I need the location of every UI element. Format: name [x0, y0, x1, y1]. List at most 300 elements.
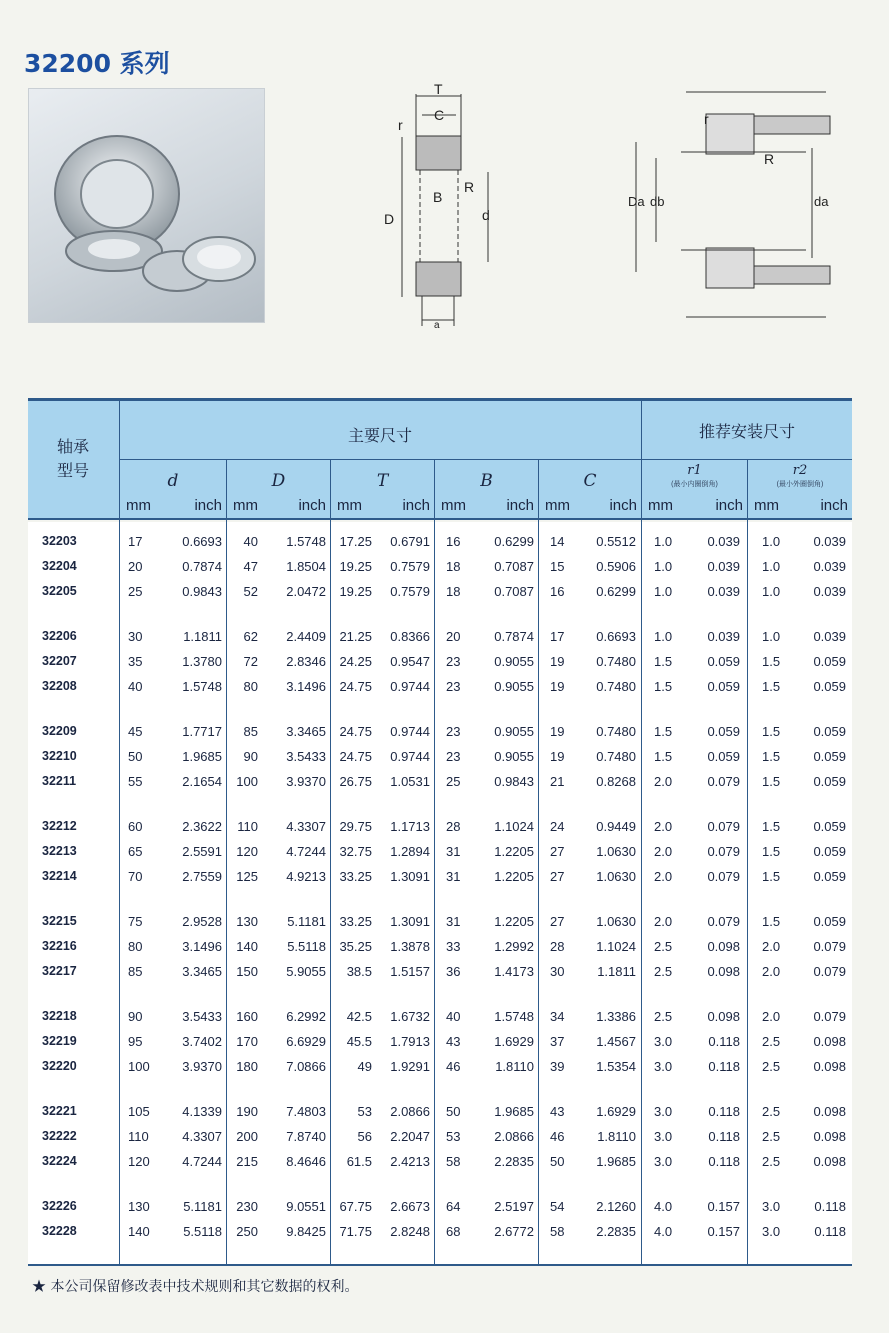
table-cell: 2.4409 — [286, 629, 326, 644]
table-cell: 3.0 — [654, 1154, 673, 1169]
table-cell: 3.0 — [654, 1129, 673, 1144]
table-cell: 0.079 — [813, 939, 846, 954]
table-cell: 46 — [446, 1059, 461, 1074]
table-cell: 0.059 — [813, 724, 846, 739]
table-cell: 1.1811 — [183, 629, 222, 644]
dim-label-C: C — [434, 107, 445, 123]
table-row — [28, 960, 852, 985]
table-cell: 17 — [128, 534, 143, 549]
table-cell: 1.5354 — [596, 1059, 636, 1074]
table-cell: 0.059 — [813, 844, 846, 859]
table-cell: 80 — [243, 679, 258, 694]
table-cell: 75 — [128, 914, 143, 929]
unit-mm: mm — [126, 497, 151, 514]
table-cell: 0.9055 — [494, 749, 534, 764]
table-cell: 125 — [236, 869, 258, 884]
table-cell: 1.5748 — [182, 679, 222, 694]
table-cell: 0.9843 — [182, 584, 222, 599]
table-cell: 50 — [128, 749, 143, 764]
unit-mm: mm — [441, 497, 466, 514]
table-cell: 2.5 — [762, 1034, 781, 1049]
table-cell: 39 — [550, 1059, 565, 1074]
table-cell: 17.25 — [339, 534, 372, 549]
table-cell: 1.0 — [762, 629, 781, 644]
table-cell: 2.5591 — [182, 844, 222, 859]
table-cell: 23 — [446, 654, 461, 669]
table-cell: 40 — [128, 679, 143, 694]
table-cell: 2.2835 — [494, 1154, 534, 1169]
header-C: C — [583, 471, 597, 491]
table-cell: 24.75 — [339, 679, 372, 694]
table-cell: 3.3465 — [286, 724, 326, 739]
table-cell: 1.2894 — [390, 844, 430, 859]
table-cell: 0.6693 — [182, 534, 222, 549]
table-cell: 1.2205 — [494, 844, 534, 859]
bearing-cross-section-diagram — [378, 82, 508, 334]
table-cell: 130 — [128, 1199, 150, 1214]
table-cell: 1.5748 — [286, 534, 326, 549]
table-cell: 0.9744 — [390, 724, 430, 739]
table-cell: 1.2205 — [494, 869, 534, 884]
table-cell: 0.039 — [707, 559, 740, 574]
bearing-spec-table — [28, 398, 852, 1268]
table-cell: 1.5748 — [494, 1009, 534, 1024]
table-cell: 0.118 — [708, 1104, 740, 1119]
table-cell: 0.7480 — [596, 724, 636, 739]
bearing-model: 32216 — [42, 939, 77, 953]
table-cell: 1.9685 — [494, 1104, 534, 1119]
table-cell: 5.5118 — [287, 939, 326, 954]
table-row — [28, 1150, 852, 1175]
table-cell: 27 — [550, 844, 565, 859]
table-cell: 0.039 — [707, 534, 740, 549]
table-cell: 40 — [446, 1009, 461, 1024]
table-cell: 0.079 — [707, 914, 740, 929]
header-r1: r1 — [687, 463, 702, 478]
table-cell: 0.059 — [813, 749, 846, 764]
table-cell: 170 — [236, 1034, 258, 1049]
table-cell: 1.5 — [762, 914, 781, 929]
bearing-model: 32210 — [42, 749, 77, 763]
table-cell: 38.5 — [346, 964, 372, 979]
table-cell: 0.098 — [707, 964, 740, 979]
table-cell: 27 — [550, 869, 565, 884]
table-cell: 0.059 — [707, 724, 740, 739]
table-cell: 0.039 — [813, 559, 846, 574]
table-cell: 110 — [237, 819, 258, 834]
table-cell: 1.6929 — [596, 1104, 636, 1119]
header-r1-note: (最小内圈倒角) — [671, 481, 718, 488]
table-cell: 2.6673 — [390, 1199, 430, 1214]
table-cell: 0.8366 — [390, 629, 430, 644]
table-cell: 37 — [550, 1034, 565, 1049]
table-cell: 2.5 — [762, 1129, 781, 1144]
table-cell: 67.75 — [339, 1199, 372, 1214]
header-B: B — [480, 471, 493, 491]
table-cell: 24.75 — [339, 749, 372, 764]
table-cell: 21 — [550, 774, 565, 789]
unit-inch: inch — [820, 497, 848, 514]
table-cell: 100 — [236, 774, 258, 789]
table-cell: 16 — [550, 584, 565, 599]
table-cell: 3.0 — [762, 1224, 781, 1239]
table-row — [28, 1055, 852, 1080]
table-cell: 5.1181 — [287, 914, 326, 929]
bearing-model: 32209 — [42, 724, 77, 738]
table-cell: 28 — [550, 939, 565, 954]
table-cell: 16 — [446, 534, 461, 549]
bearing-model: 32208 — [42, 679, 77, 693]
table-cell: 6.2992 — [286, 1009, 326, 1024]
table-cell: 2.0472 — [286, 584, 326, 599]
table-row — [28, 1030, 852, 1055]
table-cell: 0.039 — [813, 629, 846, 644]
dim-label-d: d — [482, 207, 490, 223]
table-cell: 60 — [128, 819, 143, 834]
table-cell: 1.0630 — [596, 844, 636, 859]
table-cell: 95 — [128, 1034, 143, 1049]
table-cell: 0.118 — [708, 1154, 740, 1169]
table-cell: 150 — [236, 964, 258, 979]
table-cell: 1.5 — [762, 654, 781, 669]
table-cell: 36 — [446, 964, 461, 979]
table-cell: 1.0630 — [596, 869, 636, 884]
table-cell: 31 — [446, 869, 461, 884]
table-row — [28, 650, 852, 675]
dim-label-B: B — [433, 189, 443, 205]
table-row — [28, 625, 852, 650]
table-cell: 2.0 — [654, 844, 673, 859]
table-cell: 80 — [128, 939, 143, 954]
bearing-model: 32213 — [42, 844, 77, 858]
table-cell: 1.7717 — [182, 724, 222, 739]
table-cell: 2.0 — [762, 939, 781, 954]
unit-inch: inch — [402, 497, 430, 514]
table-cell: 0.079 — [707, 774, 740, 789]
table-cell: 58 — [550, 1224, 565, 1239]
table-cell: 43 — [446, 1034, 461, 1049]
bearing-model: 32204 — [42, 559, 77, 573]
header-d: d — [167, 471, 179, 491]
table-cell: 29.75 — [339, 819, 372, 834]
table-cell: 45.5 — [346, 1034, 372, 1049]
table-cell: 24.25 — [339, 654, 372, 669]
header-model-line1: 轴承 — [56, 437, 89, 456]
table-cell: 3.0 — [762, 1199, 781, 1214]
bearing-model: 32218 — [42, 1009, 77, 1023]
table-cell: 61.5 — [346, 1154, 372, 1169]
table-cell: 3.5433 — [286, 749, 326, 764]
table-row — [28, 935, 852, 960]
table-cell: 5.1181 — [183, 1199, 222, 1214]
table-row — [28, 580, 852, 605]
table-cell: 19.25 — [339, 559, 372, 574]
table-cell: 72 — [243, 654, 258, 669]
table-cell: 0.7480 — [596, 654, 636, 669]
table-cell: 1.0 — [762, 559, 781, 574]
table-cell: 19 — [550, 724, 565, 739]
table-cell: 1.0 — [654, 584, 673, 599]
table-cell: 23 — [446, 679, 461, 694]
table-cell: 0.079 — [813, 1009, 846, 1024]
table-cell: 52 — [243, 584, 258, 599]
table-cell: 120 — [236, 844, 258, 859]
bearing-model: 32221 — [42, 1104, 77, 1118]
table-cell: 2.1260 — [596, 1199, 636, 1214]
table-cell: 2.5197 — [494, 1199, 534, 1214]
table-cell: 1.0 — [654, 629, 673, 644]
table-cell: 24.75 — [339, 724, 372, 739]
table-cell: 0.9843 — [494, 774, 534, 789]
bearing-model: 32203 — [42, 534, 77, 548]
table-cell: 4.0 — [654, 1199, 673, 1214]
page-title: 32200 系列 — [24, 49, 170, 78]
table-cell: 19 — [550, 749, 565, 764]
table-cell: 34 — [550, 1009, 565, 1024]
unit-mm: mm — [233, 497, 258, 514]
table-cell: 1.0630 — [596, 914, 636, 929]
table-row — [28, 720, 852, 745]
footnote: ★ 本公司保留修改表中技术规则和其它数据的权利。 — [32, 1279, 359, 1295]
table-cell: 3.0 — [654, 1059, 673, 1074]
table-cell: 0.079 — [707, 844, 740, 859]
table-cell: 2.5 — [762, 1154, 781, 1169]
table-row — [28, 1125, 852, 1150]
table-cell: 1.3091 — [390, 914, 430, 929]
table-cell: 190 — [236, 1104, 258, 1119]
table-cell: 1.5 — [654, 724, 673, 739]
unit-mm: mm — [754, 497, 779, 514]
table-cell: 0.059 — [813, 679, 846, 694]
table-cell: 65 — [128, 844, 143, 859]
table-cell: 27 — [550, 914, 565, 929]
table-cell: 18 — [446, 584, 461, 599]
table-cell: 50 — [446, 1104, 461, 1119]
dim-label-r: r — [398, 117, 403, 133]
table-cell: 4.3307 — [182, 1129, 222, 1144]
table-cell: 0.5906 — [596, 559, 636, 574]
table-row — [28, 555, 852, 580]
table-cell: 0.157 — [707, 1199, 740, 1214]
mount-label-db: db — [650, 194, 665, 209]
table-cell: 0.079 — [707, 869, 740, 884]
unit-mm: mm — [648, 497, 673, 514]
table-cell: 2.0 — [654, 774, 673, 789]
table-cell: 7.8740 — [286, 1129, 326, 1144]
table-cell: 2.5 — [762, 1104, 781, 1119]
table-cell: 2.0 — [654, 869, 673, 884]
table-cell: 17 — [550, 629, 565, 644]
table-cell: 1.3780 — [182, 654, 222, 669]
table-cell: 1.5157 — [390, 964, 430, 979]
table-cell: 0.118 — [708, 1034, 740, 1049]
table-cell: 43 — [550, 1104, 565, 1119]
unit-inch: inch — [298, 497, 326, 514]
table-cell: 1.5 — [762, 679, 781, 694]
table-row — [28, 815, 852, 840]
table-cell: 0.118 — [708, 1059, 740, 1074]
table-cell: 21.25 — [339, 629, 372, 644]
table-cell: 90 — [128, 1009, 143, 1024]
table-cell: 1.5 — [762, 844, 781, 859]
table-cell: 1.9685 — [596, 1154, 636, 1169]
header-D: D — [271, 471, 286, 491]
table-row — [28, 865, 852, 890]
table-cell: 24 — [550, 819, 565, 834]
table-cell: 33 — [446, 939, 461, 954]
table-cell: 25 — [446, 774, 461, 789]
table-cell: 1.5 — [654, 679, 673, 694]
table-cell: 2.5 — [654, 964, 673, 979]
table-cell: 33.25 — [339, 869, 372, 884]
unit-mm: mm — [337, 497, 362, 514]
table-cell: 1.8110 — [495, 1059, 534, 1074]
table-cell: 50 — [550, 1154, 565, 1169]
mount-label-R: R — [764, 151, 775, 167]
table-cell: 1.1024 — [494, 819, 534, 834]
table-cell: 35 — [128, 654, 143, 669]
table-cell: 1.0 — [654, 534, 673, 549]
table-cell: 0.157 — [707, 1224, 740, 1239]
table-row — [28, 910, 852, 935]
table-cell: 2.6772 — [494, 1224, 534, 1239]
table-cell: 19 — [550, 654, 565, 669]
table-cell: 1.8110 — [597, 1129, 636, 1144]
table-cell: 120 — [128, 1154, 150, 1169]
table-cell: 0.9055 — [494, 724, 534, 739]
table-cell: 0.9055 — [494, 654, 534, 669]
table-cell: 0.7874 — [182, 559, 222, 574]
table-cell: 58 — [446, 1154, 461, 1169]
table-cell: 0.059 — [813, 869, 846, 884]
table-cell: 0.6791 — [390, 534, 430, 549]
table-cell: 0.9744 — [390, 749, 430, 764]
mounting-dimensions-diagram — [626, 82, 836, 322]
table-cell: 1.6929 — [494, 1034, 534, 1049]
table-cell: 0.7480 — [596, 749, 636, 764]
table-cell: 2.5 — [654, 1009, 673, 1024]
table-cell: 19 — [550, 679, 565, 694]
table-cell: 250 — [236, 1224, 258, 1239]
table-cell: 0.6693 — [596, 629, 636, 644]
table-cell: 32.75 — [339, 844, 372, 859]
table-cell: 3.3465 — [182, 964, 222, 979]
table-cell: 14 — [550, 534, 565, 549]
table-cell: 2.0866 — [390, 1104, 430, 1119]
table-cell: 2.5 — [762, 1059, 781, 1074]
table-cell: 26.75 — [339, 774, 372, 789]
table-cell: 1.8504 — [286, 559, 326, 574]
table-cell: 200 — [236, 1129, 258, 1144]
table-row — [28, 1195, 852, 1220]
table-cell: 1.0531 — [390, 774, 430, 789]
table-cell: 64 — [446, 1199, 461, 1214]
table-cell: 0.039 — [813, 534, 846, 549]
dim-label-a: a — [434, 320, 440, 331]
table-cell: 0.6299 — [596, 584, 636, 599]
table-cell: 2.9528 — [182, 914, 222, 929]
table-cell: 3.7402 — [182, 1034, 222, 1049]
table-cell: 1.0 — [654, 559, 673, 574]
unit-mm: mm — [545, 497, 570, 514]
table-cell: 0.079 — [813, 964, 846, 979]
table-cell: 1.7913 — [390, 1034, 430, 1049]
table-cell: 100 — [128, 1059, 150, 1074]
bearing-model: 32226 — [42, 1199, 77, 1213]
table-cell: 0.9744 — [390, 679, 430, 694]
table-cell: 15 — [550, 559, 565, 574]
table-cell: 19.25 — [339, 584, 372, 599]
table-cell: 1.1024 — [596, 939, 636, 954]
table-cell: 0.098 — [707, 939, 740, 954]
table-cell: 70 — [128, 869, 143, 884]
table-row — [28, 840, 852, 865]
table-cell: 42.5 — [346, 1009, 372, 1024]
table-cell: 140 — [236, 939, 258, 954]
header-r2-note: (最小外圈倒角) — [776, 481, 824, 488]
table-cell: 0.7579 — [390, 559, 430, 574]
table-cell: 0.7087 — [494, 559, 534, 574]
table-cell: 23 — [446, 749, 461, 764]
table-cell: 2.0866 — [494, 1129, 534, 1144]
bearing-model: 32214 — [42, 869, 77, 883]
bearing-model: 32228 — [42, 1224, 77, 1238]
table-cell: 3.9370 — [182, 1059, 222, 1074]
table-cell: 110 — [128, 1129, 149, 1144]
table-cell: 1.5 — [762, 869, 781, 884]
header-main-dimensions: 主要尺寸 — [347, 426, 412, 445]
table-cell: 105 — [128, 1104, 150, 1119]
header-model — [28, 435, 118, 483]
table-cell: 0.059 — [813, 774, 846, 789]
table-cell: 90 — [243, 749, 258, 764]
header-T: T — [376, 471, 389, 491]
table-cell: 85 — [128, 964, 143, 979]
table-cell: 3.1496 — [182, 939, 222, 954]
table-cell: 0.8268 — [596, 774, 636, 789]
table-cell: 0.039 — [707, 584, 740, 599]
table-cell: 0.9449 — [596, 819, 636, 834]
table-cell: 0.7480 — [596, 679, 636, 694]
table-row — [28, 675, 852, 700]
table-cell: 0.079 — [707, 819, 740, 834]
bearing-photo — [28, 88, 265, 323]
table-cell: 230 — [236, 1199, 258, 1214]
table-cell: 4.7244 — [286, 844, 326, 859]
table-cell: 0.9547 — [390, 654, 430, 669]
mount-label-Da: Da — [628, 194, 645, 209]
table-cell: 0.7874 — [494, 629, 534, 644]
table-cell: 0.039 — [707, 629, 740, 644]
table-cell: 1.4173 — [494, 964, 534, 979]
table-cell: 8.4646 — [286, 1154, 326, 1169]
table-cell: 33.25 — [339, 914, 372, 929]
table-cell: 85 — [243, 724, 258, 739]
table-cell: 1.4567 — [596, 1034, 636, 1049]
table-cell: 31 — [446, 844, 461, 859]
bearing-model: 32224 — [42, 1154, 77, 1168]
table-cell: 1.5 — [654, 749, 673, 764]
table-cell: 1.2205 — [494, 914, 534, 929]
table-cell: 47 — [243, 559, 258, 574]
table-cell: 4.7244 — [182, 1154, 222, 1169]
table-cell: 1.3386 — [596, 1009, 636, 1024]
table-cell: 5.9055 — [286, 964, 326, 979]
table-row — [28, 1100, 852, 1125]
table-cell: 20 — [446, 629, 461, 644]
table-cell: 2.1654 — [182, 774, 222, 789]
table-cell: 2.2835 — [596, 1224, 636, 1239]
